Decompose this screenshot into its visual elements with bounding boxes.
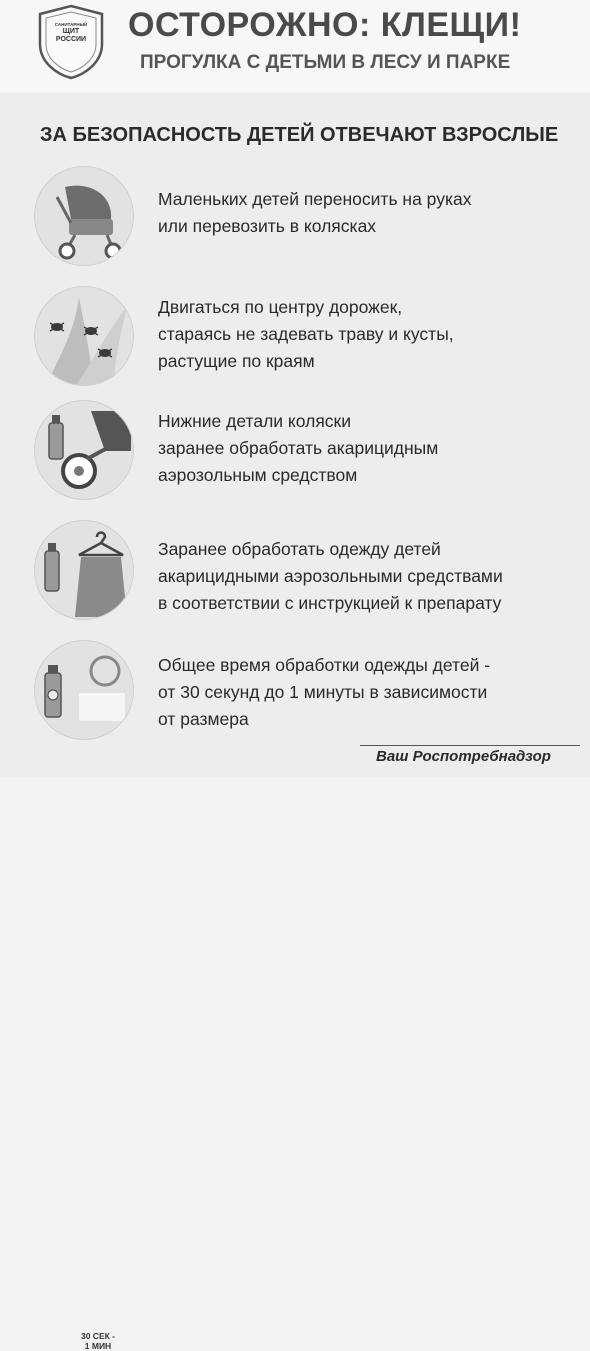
text-line: от размера xyxy=(158,709,249,729)
spray-clothes-icon xyxy=(34,520,134,620)
header xyxy=(0,0,590,92)
timer-badge xyxy=(78,1331,118,1351)
text-line: от 30 секунд до 1 минуты в зависимости xyxy=(158,682,488,702)
badge-line: 1 МИН xyxy=(84,1341,112,1351)
list-item xyxy=(0,520,590,630)
text-line: аэрозольным средством xyxy=(158,465,358,485)
logo-line: РОССИИ xyxy=(55,36,87,43)
text-line: Маленьких детей переносить на руках xyxy=(158,189,472,209)
text-line: растущие по краям xyxy=(158,351,315,371)
list-item xyxy=(0,164,590,274)
ticks-on-grass-icon xyxy=(34,286,134,386)
footer-signature: Ваш Роспотребнадзор xyxy=(376,748,551,765)
item-text xyxy=(158,408,568,489)
text-line: Нижние детали коляски xyxy=(158,411,351,431)
item-text xyxy=(158,536,568,617)
text-line: в соответствии с инструкцией к препарату xyxy=(158,593,502,613)
text-line: стараясь не задевать траву и кусты, xyxy=(158,324,454,344)
item-text xyxy=(158,652,568,733)
page-subtitle: ПРОГУЛКА С ДЕТЬМИ В ЛЕСУ И ПАРКЕ xyxy=(140,52,511,73)
text-line: Общее время обработки одежды детей - xyxy=(158,655,491,675)
logo-line: САНИТАРНЫЙ xyxy=(54,22,88,27)
badge-line: 30 СЕК - xyxy=(80,1331,115,1341)
item-text xyxy=(158,294,568,375)
page-title: ОСТОРОЖНО: КЛЕЩИ! xyxy=(128,6,522,44)
stroller-icon xyxy=(34,166,134,266)
item-text xyxy=(158,186,568,240)
list-item xyxy=(0,284,590,394)
section-heading: ЗА БЕЗОПАСНОСТЬ ДЕТЕЙ ОТВЕЧАЮТ ВЗРОСЛЫЕ xyxy=(40,124,559,146)
text-line: акарицидными аэрозольными средствами xyxy=(158,566,503,586)
logo-line: ЩИТ xyxy=(62,28,80,35)
text-line: заранее обработать акарицидным xyxy=(158,438,439,458)
footer-divider xyxy=(360,745,580,746)
spray-stroller-wheel-icon xyxy=(34,400,134,500)
list-item xyxy=(0,400,590,510)
text-line: или перевозить в колясках xyxy=(158,216,377,236)
text-line: Заранее обработать одежду детей xyxy=(158,539,441,559)
spray-timer-icon xyxy=(34,640,134,740)
logo-text xyxy=(36,22,106,44)
text-line: Двигаться по центру дорожек, xyxy=(158,297,403,317)
